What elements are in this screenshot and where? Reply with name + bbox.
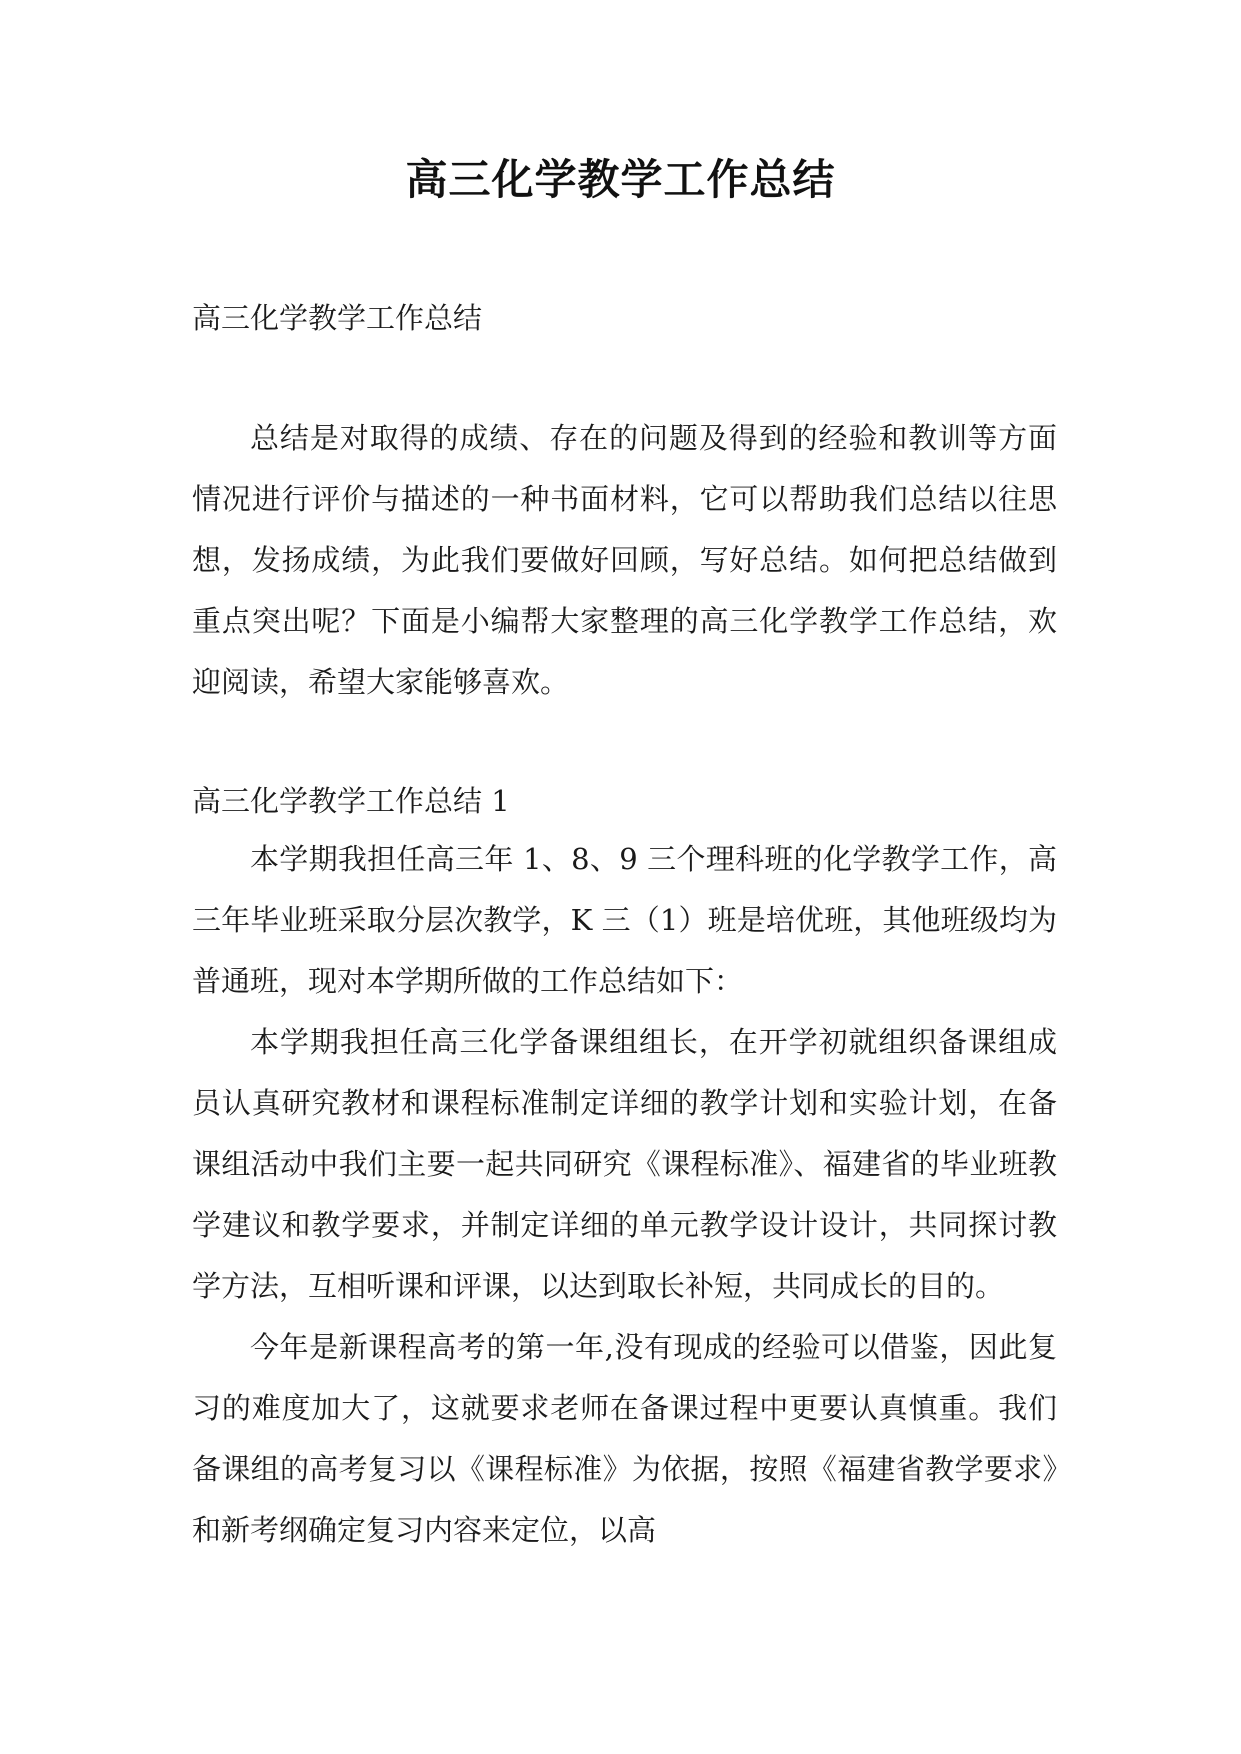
document-subtitle: 高三化学教学工作总结 [192,301,483,335]
body-paragraph: 本学期我担任高三年 1、8、9 三个理科班的化学教学工作，高三年毕业班采取分层次教学，K 三（1）班是培优班，其他班级均为普通班，现对本学期所做的工作总结如下： [192,842,1057,998]
body-paragraph: 今年是新课程高考的第一年,没有现成的经验可以借鉴，因此复习的难度加大了，这就要求老师在备课过程中更要认真慎重。我们备课组的高考复习以《课程标准》为依据，按照《福建省教学要求》和新考纲确定复习内容来定位，以高 [192,1330,1057,1547]
body-paragraph: 本学期我担任高三化学备课组组长，在开学初就组织备课组成员认真研究教材和课程标准制定详细的教学计划和实验计划，在备课组活动中我们主要一起共同研究《课程标准》、福建省的毕业班教学建议和教学要求，并制定详细的单元教学设计设计，共同探讨教学方法，互相听课和评课，以达到取长补短，共同成长的目的。 [192,1025,1057,1303]
document-title: 高三化学教学工作总结 [405,155,836,204]
intro-paragraph: 总结是对取得的成绩、存在的问题及得到的经验和教训等方面情况进行评价与描述的一种书面材料，它可以帮助我们总结以往思想，发扬成绩，为此我们要做好回顾，写好总结。如何把总结做到重点突出呢？下面是小编帮大家整理的高三化学教学工作总结，欢迎阅读，希望大家能够喜欢。 [192,421,1057,699]
document-body [192,290,1057,1561]
section-heading: 高三化学教学工作总结 1 [192,784,510,818]
